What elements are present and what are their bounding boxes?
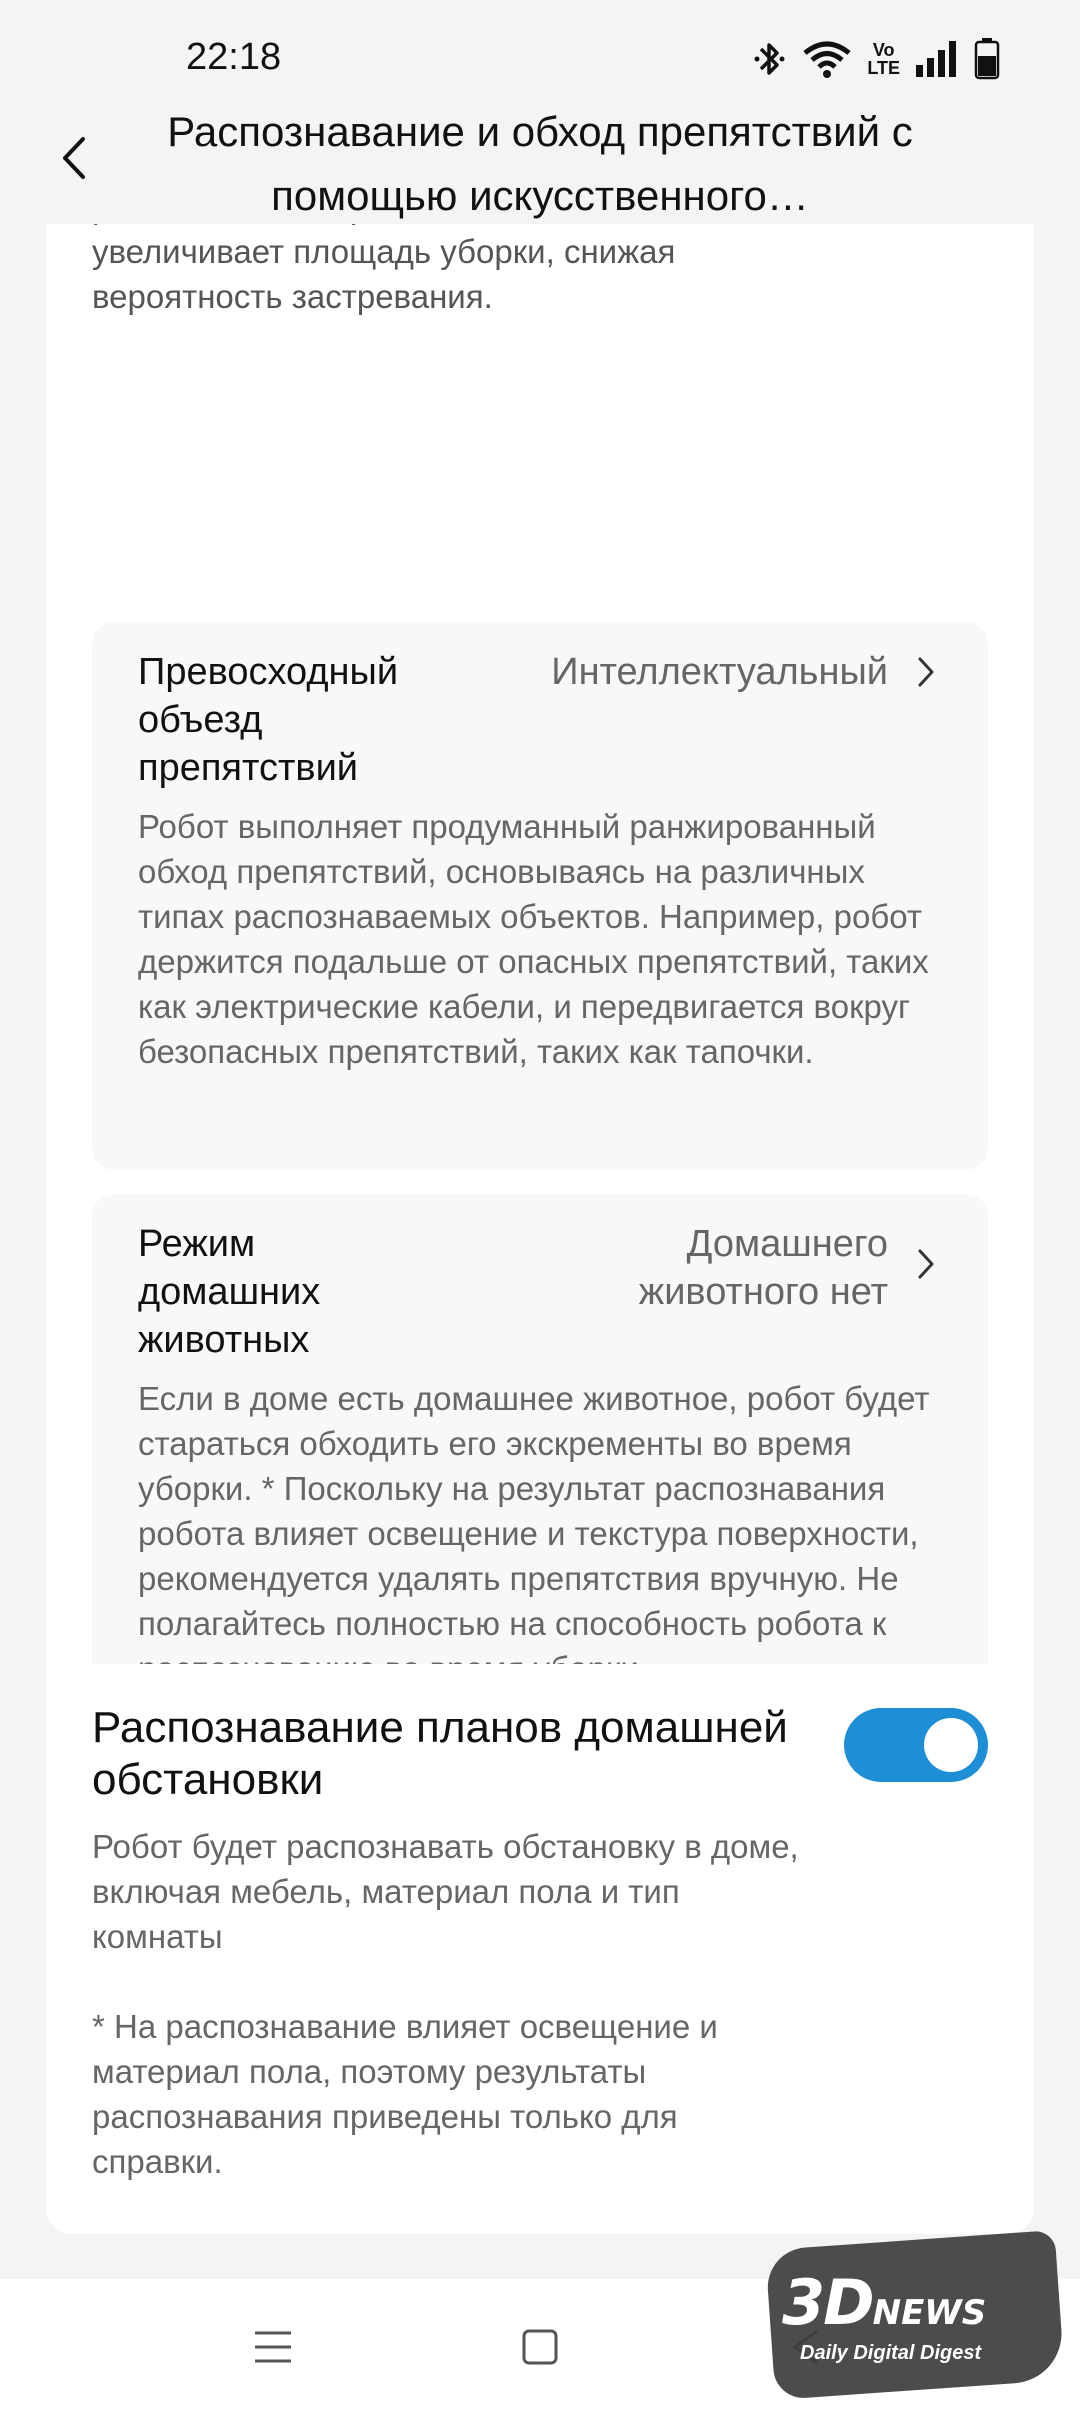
status-bar [0,0,1080,100]
square-icon [520,2327,560,2367]
obstacle-avoidance-description: Робот выполняет продуманный ранжированный обход препятствий, основываясь на различных типах распознаваемых объектов. Например, робот держится подальше от опасных препятствий, таких как электрические кабели, и передвигается вокруг безопасных препятствий, таких как тапочки. [138,808,929,1070]
watermark-news: NEWS [872,2293,987,2333]
status-time: 22:18 [186,36,282,78]
pet-mode-description: Если в доме есть домашнее животное, робот будет стараться обходить его экскременты во время уборки. * Поскольку на результат распознавания робота влияет освещение и текстура поверхности, рекомендуется удалять препятствия вручную. Не полагайтесь полностью на способность робота к [138,1380,930,1642]
home-layout-card [46,1664,1034,2234]
settings-content[interactable] [0,224,1080,2279]
wifi-icon [801,39,853,79]
pet-mode-value: Домашнего животного нет [638,1223,888,1313]
top-app-bar [0,100,1080,224]
obstacle-avoidance-setting[interactable] [92,622,988,1170]
watermark-3d: 3D [782,2266,873,2339]
watermark-tagline: Daily Digital Digest [800,2342,982,2364]
chevron-right-icon [914,652,938,692]
volte-line2: LTE [867,58,900,78]
home-layout-description: Робот будет распознавать обстановку в доме, включая мебель, материал пола и тип комнаты * На распознавание влияет освещение и материал пола, поэтому результаты распознавания приведены только для справки. [92,1828,799,2180]
recent-apps-button[interactable] [243,2317,303,2377]
bluetooth-icon [753,39,787,79]
menu-icon [253,2327,293,2367]
chevron-right-icon [914,1244,938,1284]
signal-icon [914,39,960,79]
chevron-left-icon [59,133,89,183]
watermark-logo [782,2266,986,2339]
volte-icon [867,41,900,77]
ai-obstacle-card [46,224,1034,1839]
battery-icon [974,38,1000,80]
obstacle-avoidance-value: Интеллектуальный [551,651,888,693]
back-button[interactable] [44,118,104,198]
pet-mode-title: Режим домашних животных [138,1223,321,1361]
volte-line1: Vo [872,40,895,60]
page-title: Распознавание и обход препятствий с помощью искусственного… [167,108,913,219]
3dnews-watermark [770,2230,1060,2390]
status-icons [753,38,1000,80]
home-button[interactable] [510,2317,570,2377]
intro-description: увеличивает площадь уборки, снижая вероятность застревания. [92,233,676,315]
home-layout-toggle[interactable] [844,1708,988,1782]
obstacle-avoidance-title: Превосходный объезд препятствий [138,651,399,789]
home-layout-title: Распознавание планов домашней обстановки [92,1703,788,1804]
toggle-knob [924,1718,978,1772]
